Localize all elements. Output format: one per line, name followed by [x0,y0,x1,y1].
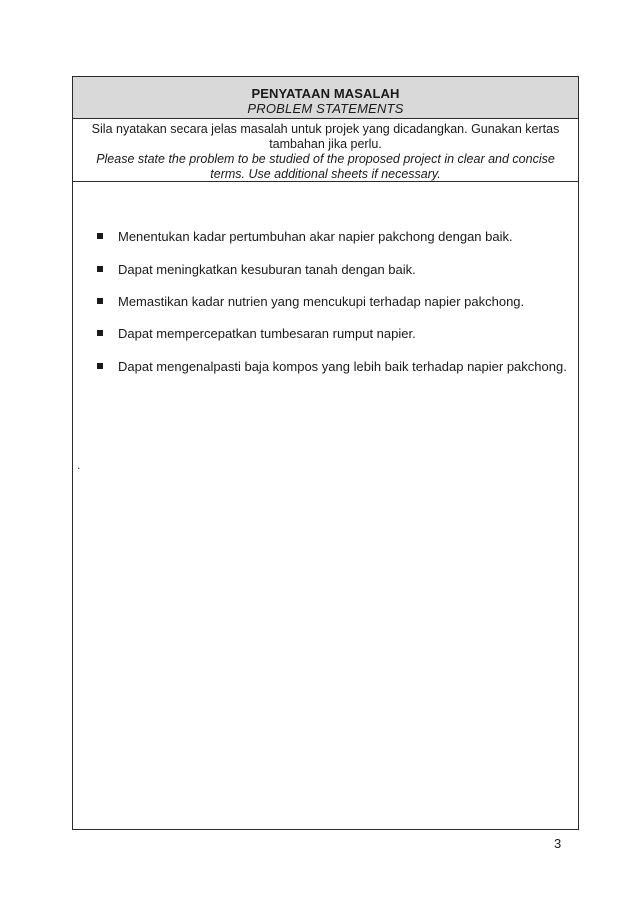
section-subtitle: PROBLEM STATEMENTS [247,101,404,116]
stray-mark: . [77,458,81,472]
statement-text: Memastikan kadar nutrien yang mencukupi terhadap napier pakchong. [118,294,525,309]
instructions-malay: Sila nyatakan secara jelas masalah untuk projek yang dicadangkan. Gunakan kertas tambahan jika perlu. [91,122,560,151]
square-bullet-icon [97,330,103,336]
instructions-english: Please state the problem to be studied of the proposed project in clear and concise terms. Use additional sheets if necessary. [96,152,555,181]
square-bullet-icon [97,363,103,369]
square-bullet-icon [97,266,103,272]
page-number: 3 [554,836,562,851]
problem-statement-form [72,76,579,830]
statement-text: Menentukan kadar pertumbuhan akar napier pakchong dengan baik. [118,229,513,244]
square-bullet-icon [97,233,103,239]
form-header [73,77,578,119]
square-bullet-icon [97,298,103,304]
statement-text: Dapat mengenalpasti baja kompos yang lebih baik terhadap napier pakchong. [118,359,567,374]
statements-area [73,182,578,829]
instructions-block [73,119,578,182]
statement-text: Dapat mempercepatkan tumbesaran rumput napier. [118,326,416,341]
statement-text: Dapat meningkatkan kesuburan tanah dengan baik. [118,262,416,277]
section-title: PENYATAAN MASALAH [251,86,400,101]
